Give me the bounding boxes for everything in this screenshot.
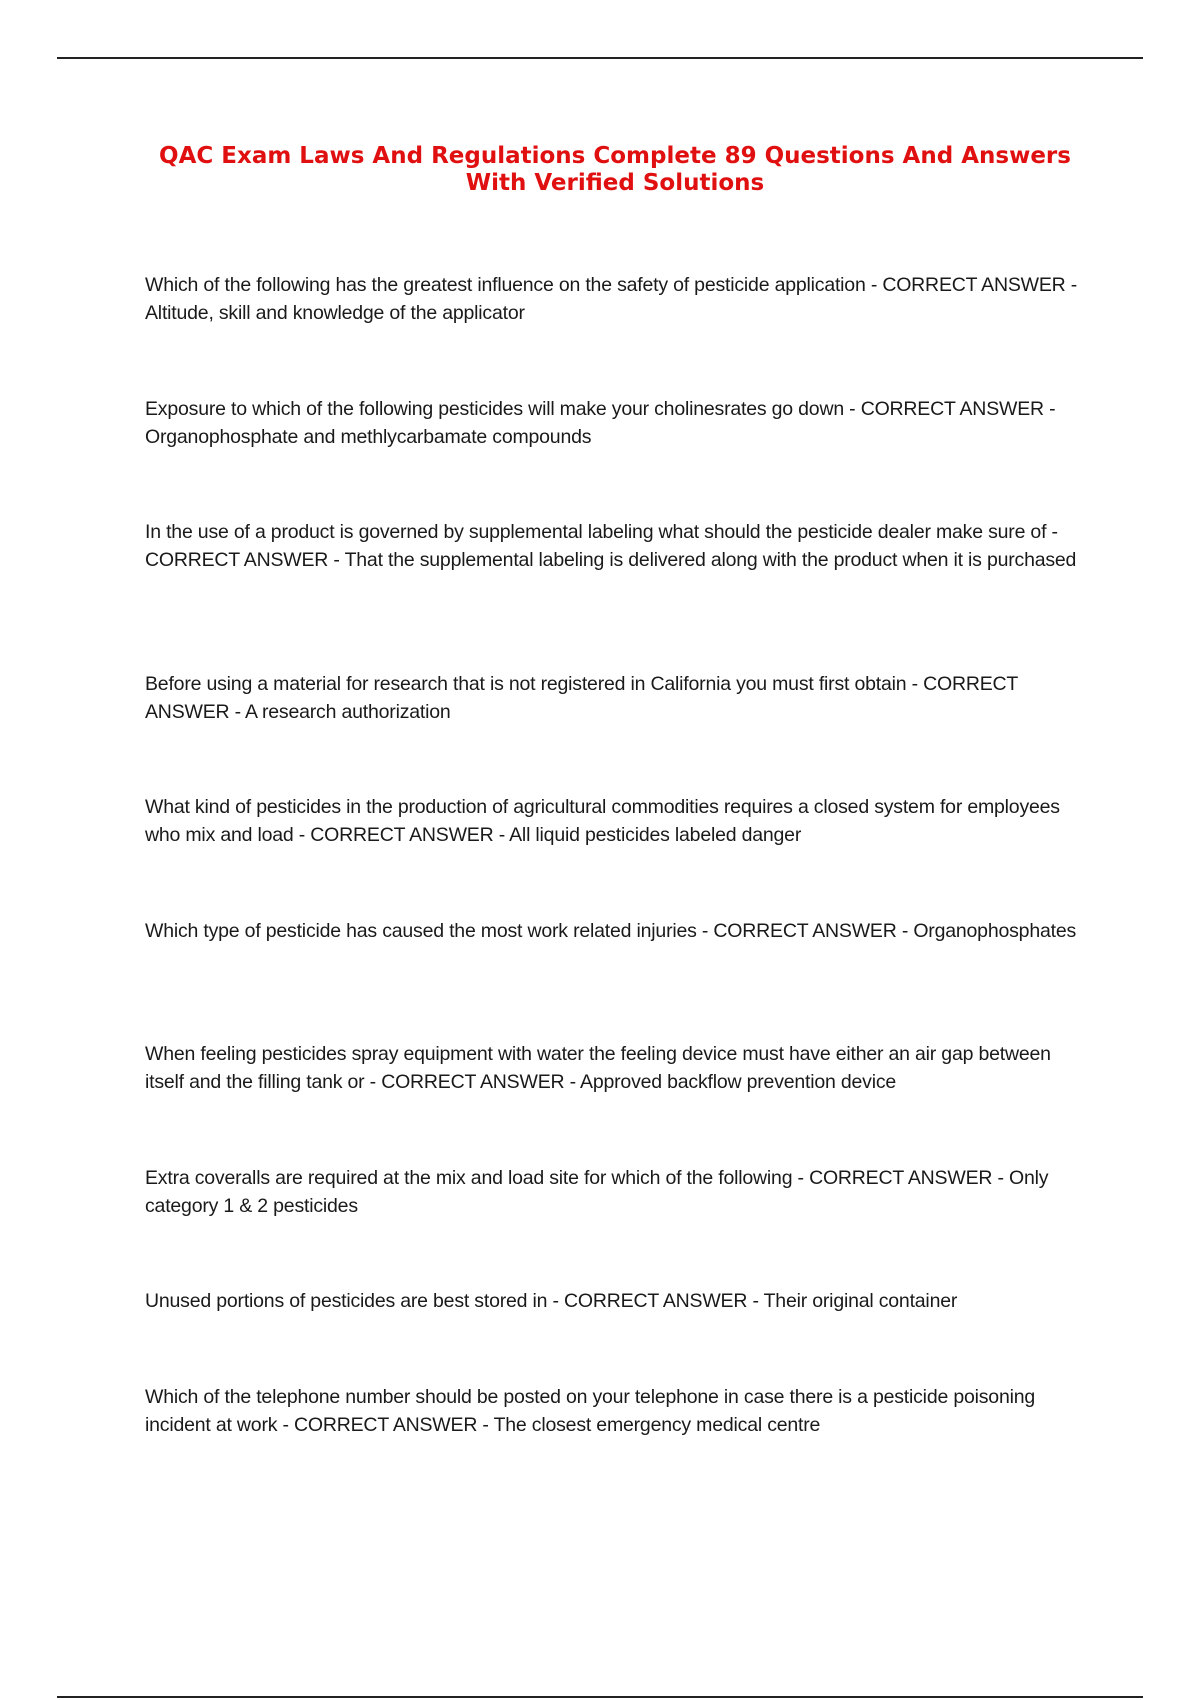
qa-item: Exposure to which of the following pesticides will make your cholinesrates go down - CORRECT ANSWER - Organophosphate and methlycarbamate compounds <box>145 397 1056 448</box>
qa-item: What kind of pesticides in the production of agricultural commodities requires a closed system for employees who mix and load - CORRECT ANSWER - All liquid pesticides labeled danger <box>145 796 1060 846</box>
top-rule <box>57 57 1143 59</box>
qa-item: Which of the following has the greatest influence on the safety of pesticide application - CORRECT ANSWER - Altitude, skill and knowledge of the applicator <box>145 274 1078 324</box>
qa-list <box>145 271 1090 1507</box>
qa-item: In the use of a product is governed by supplemental labeling what should the pesticide dealer make sure of - CORRECT ANSWER - That the supplemental labeling is delivered along with the product when it is purchased <box>145 521 1077 571</box>
qa-item: Unused portions of pesticides are best stored in - CORRECT ANSWER - Their original container <box>145 1290 958 1312</box>
qa-item: Which of the telephone number should be posted on your telephone in case there is a pesticide poisoning incident at work - CORRECT ANSWER - The closest emergency medical centre <box>145 1386 1036 1436</box>
qa-item: Before using a material for research that is not registered in California you must first obtain - CORRECT ANSWER - A research authorization <box>145 672 1018 723</box>
bottom-rule <box>57 1696 1143 1698</box>
qa-item: Extra coveralls are required at the mix and load site for which of the following - CORRECT ANSWER - Only category 1 & 2 pesticides <box>145 1166 1049 1217</box>
qa-item: Which type of pesticide has caused the most work related injuries - CORRECT ANSWER - Organophosphates <box>145 919 1077 942</box>
qa-item: When feeling pesticides spray equipment with water the feeling device must have either an air gap between itself and the filling tank or - CORRECT ANSWER - Approved backflow prevention device <box>145 1043 1051 1093</box>
document-title: QAC Exam Laws And Regulations Complete 89 Questions And Answers With Verified Solutions <box>159 143 1071 196</box>
